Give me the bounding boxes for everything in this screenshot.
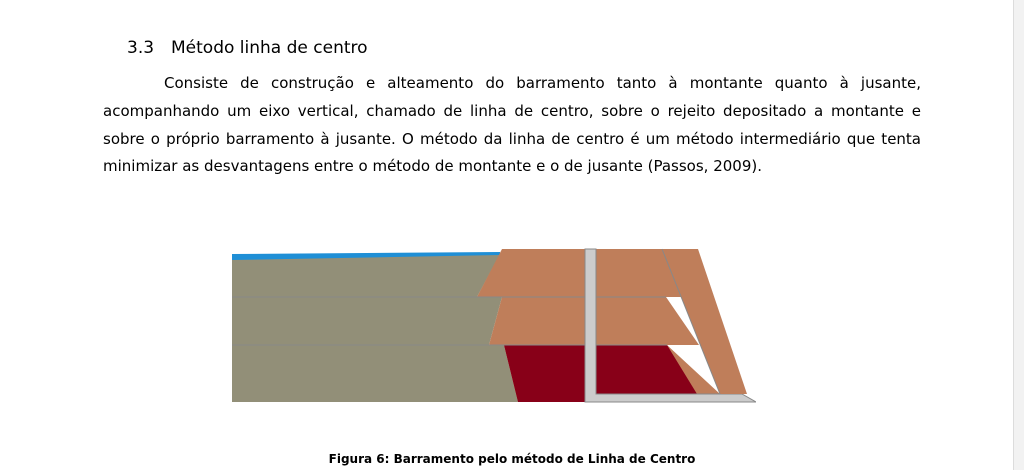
centerline-dam-diagram xyxy=(232,244,756,408)
tailings-layer-top xyxy=(232,254,500,297)
tailings-layer-middle xyxy=(232,297,502,345)
figure-caption: Figura 6: Barramento pelo método de Linha de Centro xyxy=(328,452,696,466)
body-paragraph: Consiste de construção e alteamento do barramento tanto à montante quanto à jusante, acompanhando um eixo vertical, chamado de linha de centro, sobre o rejeito depositado a montante e sobre o próprio barramento à jusante. O método da linha de centro é um método intermediário que tenta minimizar as desvantagens entre o método de montante e o de jusante (Passos, 2009). xyxy=(103,74,921,176)
section-heading xyxy=(127,36,368,60)
tailings-layer-bottom xyxy=(232,345,518,402)
section-number: 3.3 xyxy=(127,38,155,58)
dam-raise-top xyxy=(477,249,688,297)
starter-dike xyxy=(504,345,697,402)
page-edge xyxy=(1013,0,1024,470)
section-title: Método linha de centro xyxy=(171,38,368,58)
centerline-dam-figure xyxy=(232,244,756,408)
